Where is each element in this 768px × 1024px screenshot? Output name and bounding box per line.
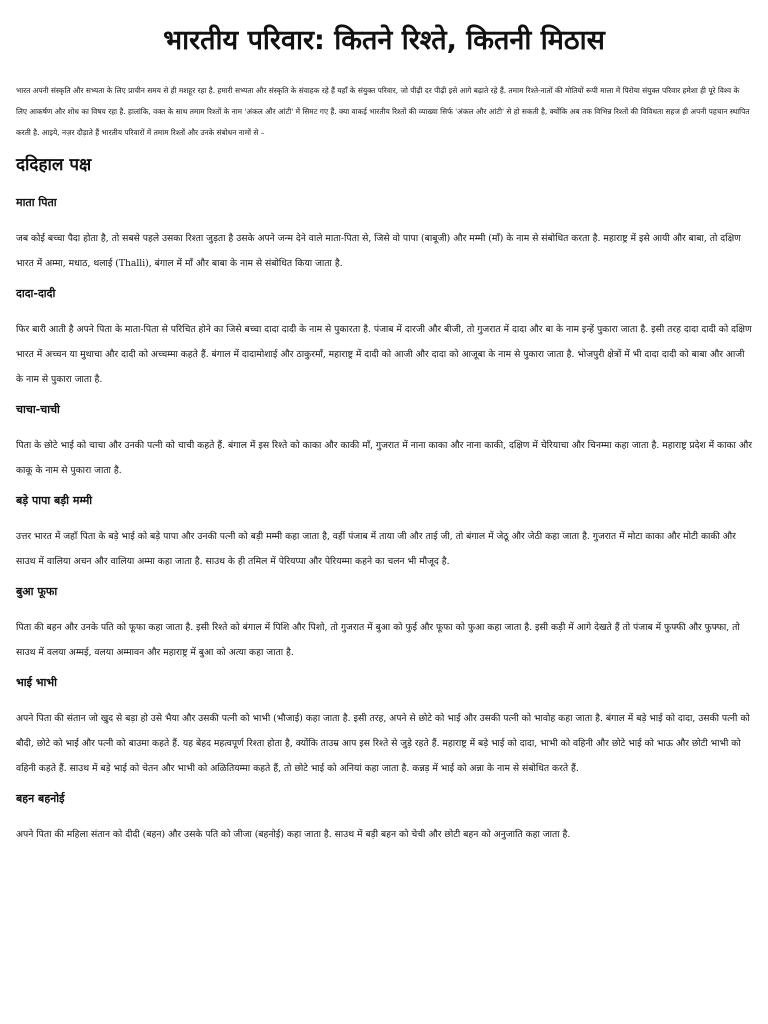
section-heading: ददिहाल पक्ष (16, 155, 92, 175)
paragraph-bahan-bahnoi: अपने पिता की महिला संतान को दीदी (बहन) और उसके पति को जीजा (बहनोई) कहा जाता है. साउथ में बड़ी बहन को चेची और छोटी बहन को अनुजाति कहा जाता है. (16, 829, 571, 840)
page-title: भारतीय परिवार: कितने रिश्ते, कितनी मिठास (163, 25, 605, 56)
paragraph-bhai-bhabhi: अपने पिता की संतान जो खुद से बड़ा हो उसे भैया और उसकी पत्नी को भाभी (भौजाई) कहा जाता है. इसी तरह, अपने से छोटे को भाई और उसकी पत्नी को भावोह कहा जाता है. बंगाल में बड़े भाई को दादा, उसकी पत्नी को बौदी, छोटे को भाई और पत्नी को बाउमा कहते हैं. यह बेहद महत्वपूर्ण रिश्ता होता है, क्योंकि ताउम्र आप इस रिश्ते से जुड़े रहते हैं. महाराष्ट्र में बड़े भाई को दादा, भाभी को वहिनी और छोटे भाई को भाऊ और छोटी भाभी को वहिनी कहते हैं. साउथ में बड़े भाई को चेतन और भाभी को अळितियम्मा कहते हैं, तो छोटे भाई को अनियां कहा जाता है. कन्नड़ में भाई को अन्ना के नाम से संबोधित करते हैं. (16, 713, 750, 774)
intro-paragraph: भारत अपनी संस्कृति और सभ्यता के लिए प्राचीन समय से ही मशहूर रहा है. हमारी सभ्यता और संस्कृति के संवाहक रहे हैं यहाँ के संयुक्त परिवार, जो पीढ़ी दर पीढ़ी इसे आगे बढ़ाते रहे हैं. तमाम रिश्ते-नातों की मोतियों रूपी माला में पिरोया संयुक्त परिवार हमेशा ही पूरे विश्व के लिए आकर्षण और शोध का विषय रहा है. हालांकि, वक्त के साथ तमाम रिश्तों के नाम 'अंकल और आंटी' में सिमट गए हैं. क्या वाकई भारतीय रिश्तों की व्याख्या सिर्फ 'अंकल और आंटी' से हो सकती है, क्योंकि अब तक विभिन्न रिश्तों की विविधता सहज ही अपनी पहचान स्थापित करती है. आइये, नज़र दौड़ाते हैं भारतीय परिवारों में तमाम रिश्तों और उनके संबोधन नामों से – (16, 86, 750, 137)
paragraph-dada-dadi: फिर बारी आती है अपने पिता के माता-पिता से परिचित होने का जिसे बच्चा दादा दादी के नाम से पुकारता है. पंजाब में दारजी और बीजी, तो गुजरात में दादा और बा के नाम इन्हें पुकारा जाता है. इसी तरह दादा दादी को दक्षिण भारत में अच्चन या मुथाचा और दादी को अच्चम्मा कहते हैं. बंगाल में दादामोशाई और ठाकुरमाँ, महाराष्ट्र में दादी को आजी और दादा को आजूबा के नाम से पुकारा जाता है. भोजपुरी क्षेत्रों में भी दादा दादी को बाबा और आजी के नाम से पुकारा जाता है. (16, 324, 752, 385)
subsection-heading-chacha-chachi: चाचा-चाची (16, 403, 60, 416)
paragraph-mata-pita: जब कोई बच्चा पैदा होता है, तो सबसे पहले उसका रिश्ता जुड़ता है उसके अपने जन्म देने वाले माता-पिता से, जिसे वो पापा (बाबूजी) और मम्मी (माँ) के नाम से संबोधित करता है. महाराष्ट्र में इसे आयी और बाबा, तो दक्षिण भारत में अम्मा, मधाठ, थलाई (Thalli), बंगाल में माँ और बाबा के नाम से संबोधित किया जाता है. (16, 233, 741, 269)
subsection-heading-mata-pita: माता पिता (16, 196, 57, 209)
subsection-heading-dada-dadi: दादा-दादी (16, 287, 56, 300)
paragraph-bade-papa: उत्तर भारत में जहाँ पिता के बड़े भाई को बड़े पापा और उनकी पत्नी को बड़ी मम्मी कहा जाता है, वहीं पंजाब में ताया जी और ताई जी, तो बंगाल में जेठू और जेठी कहा जाता है. गुजरात में मोटा काका और मोटी काकी और साउथ में वालिया अचन और वालिया अम्मा कहा जाता है. साउथ के ही तमिल में पेरियप्पा और पेरियम्मा कहने का चलन भी मौजूद है. (16, 531, 736, 567)
subsection-heading-bade-papa: बड़े पापा बड़ी मम्मी (16, 494, 93, 507)
subsection-heading-bua-phupha: बुआ फूफा (16, 585, 58, 598)
paragraph-chacha-chachi: पिता के छोटे भाई को चाचा और उनकी पत्नी को चाची कहते हैं. बंगाल में इस रिश्ते को काका और काकी माँ, गुजरात में नाना काका और नाना काकी, दक्षिण में चेरियाचा और चिनम्मा कहा जाता है. महाराष्ट्र प्रदेश में काका और काकू के नाम से पुकारा जाता है. (16, 440, 753, 476)
subsection-heading-bhai-bhabhi: भाई भाभी (16, 676, 57, 689)
paragraph-bua-phupha: पिता की बहन और उनके पति को फूफा कहा जाता है. इसी रिश्ते को बंगाल में पिशि और पिशो, तो गुजरात में बुआ को फुई और फूफा को फुआ कहा जाता है. इसी कड़ी में आगे देखते हैं तो पंजाब में फुफ्फी और फुफ्फा, तो साउथ में वलया अम्मई, वलया अम्मावन और महाराष्ट्र में बुआ को अत्या कहा जाता है. (16, 622, 740, 658)
subsection-heading-bahan-bahnoi: बहन बहनोई (16, 792, 65, 805)
